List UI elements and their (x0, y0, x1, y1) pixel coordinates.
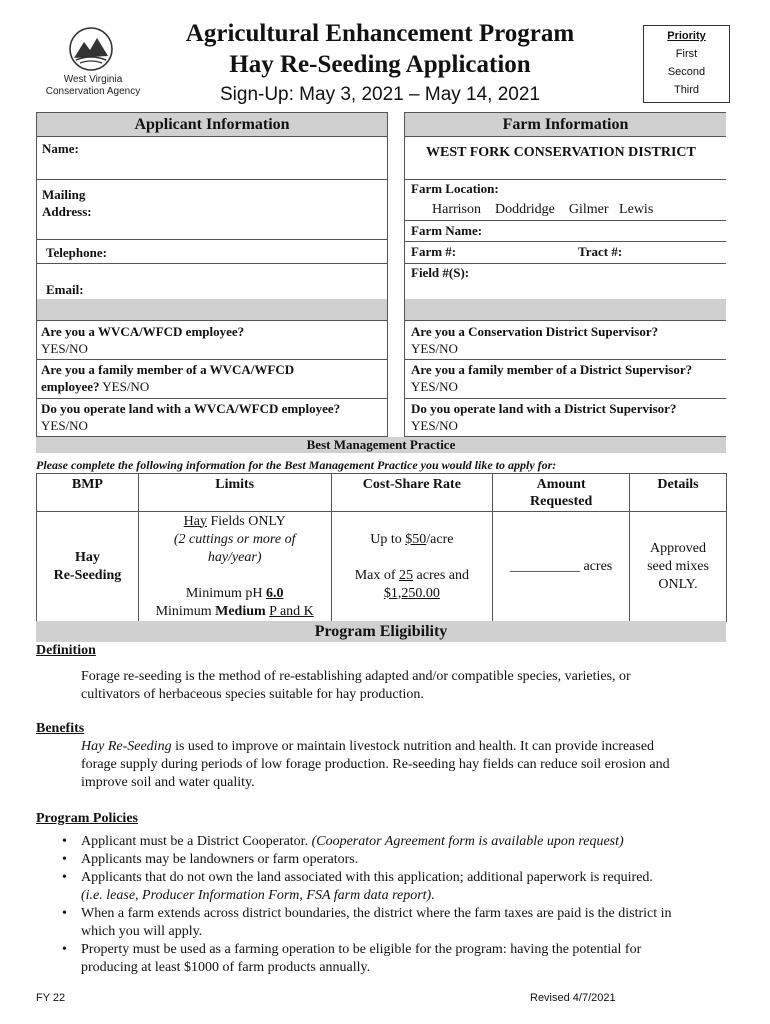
farm-panel (404, 112, 726, 437)
priority-box (643, 25, 730, 103)
application-title: Hay Re-Seeding Application (229, 51, 531, 78)
limit-cuttings-line2: hay/year) (207, 549, 262, 565)
agency-logo (38, 26, 148, 102)
details-line3: ONLY. (658, 576, 698, 592)
bmp-header-row (37, 474, 727, 512)
table-row (37, 512, 727, 622)
program-title: Agricultural Enhancement Program (185, 20, 575, 47)
bmp-table (36, 473, 727, 622)
name-label: Name: (42, 141, 79, 156)
details-line1: Approved (650, 540, 707, 556)
mailing-label: Mailing (42, 187, 86, 202)
policy-1: Applicant must be a District Cooperator. (81, 834, 312, 849)
bmp-instructions: Please complete the following information for the Best Management Practice you would like to apply for: (36, 458, 557, 472)
policy-5-line2: producing at least $1000 of farm products annually. (81, 960, 371, 975)
family-supervisor-answer[interactable]: YES/NO (411, 379, 458, 394)
bmp-name-cell (37, 512, 139, 622)
limit-ph-value: 6.0 (265, 585, 284, 601)
mountain-seal-icon (68, 26, 114, 72)
max-dollars: $1,250.00 (383, 585, 440, 601)
agency-name-line1: West Virginia (63, 74, 123, 85)
tract-number-label: Tract #: (578, 244, 623, 259)
policies-list (62, 833, 732, 977)
priority-heading: Priority (667, 30, 706, 42)
county-harrison[interactable]: Harrison (432, 202, 481, 217)
farm-heading: Farm Information (405, 113, 726, 137)
details-column-header: Details (630, 474, 727, 512)
farm-number-label: Farm #: (411, 244, 457, 259)
list-item (62, 833, 732, 851)
policy-3-note: (i.e. lease, Producer Information Form, FSA farm data report). (81, 888, 435, 903)
employee-answer[interactable]: YES/NO (41, 341, 88, 356)
operate-supervisor-answer[interactable]: YES/NO (411, 418, 458, 433)
telephone-label: Telephone: (46, 245, 107, 260)
amount-header-line1: Amount (536, 477, 586, 492)
rate-line (336, 531, 489, 549)
limit-ph (143, 585, 327, 603)
limit-hay: Hay (183, 513, 207, 529)
bmp-name-line1: Hay (74, 549, 100, 565)
signup-dates: Sign-Up: May 3, 2021 – May 14, 2021 (219, 84, 541, 105)
revision-date: Revised 4/7/2021 (530, 992, 616, 1004)
rate-prefix: Up to (370, 531, 406, 547)
definition-line2: cultivators of herbaceous species suitable for hay production. (81, 687, 424, 702)
benefits-line2: forage supply during periods of low forage production. Re-seeding hay fields can reduce soil erosion and (81, 757, 670, 772)
county-gilmer[interactable]: Gilmer (568, 202, 609, 217)
family-employee-question-end: employee? (41, 379, 100, 394)
policy-4-line2: which you will apply. (81, 924, 203, 939)
benefits-title: Benefits (36, 721, 85, 736)
fiscal-year: FY 22 (36, 992, 66, 1004)
benefits-bmp-name: Hay Re-Seeding (81, 739, 172, 754)
list-item (62, 905, 732, 941)
limit-hay-fields (143, 513, 327, 531)
limit-fields: Fields ONLY (206, 513, 286, 529)
max-line (336, 567, 489, 585)
list-item (62, 941, 732, 977)
cost-share-column-header: Cost-Share Rate (331, 474, 493, 512)
operate-supervisor-question: Do you operate land with a District Supervisor? (411, 401, 677, 416)
county-options (432, 201, 653, 219)
priority-third[interactable]: Third (673, 84, 700, 96)
county-doddridge[interactable]: Doddridge (495, 202, 555, 217)
family-employee-line2 (41, 378, 149, 396)
amount-requested-field[interactable]: __________ acres (493, 512, 630, 622)
supervisor-question: Are you a Conservation District Supervisor? (411, 324, 659, 339)
operate-land-question: Do you operate land with a WVCA/WFCD employee? (41, 401, 341, 416)
district-name: WEST FORK CONSERVATION DISTRICT (426, 145, 696, 160)
family-employee-answer[interactable]: YES/NO (102, 379, 150, 394)
policy-1-note: (Cooperator Agreement form is available upon request) (311, 834, 624, 849)
limit-pk: P and K (269, 603, 314, 619)
farm-location-label: Farm Location: (411, 181, 499, 196)
priority-second[interactable]: Second (667, 66, 706, 78)
applicant-heading: Applicant Information (37, 113, 387, 137)
limit-cuttings-line1: (2 cuttings or more of (173, 531, 296, 547)
cost-share-cell (331, 512, 493, 622)
policy-4-line1: When a farm extends across district boundaries, the district where the farm taxes are paid is the district in (81, 906, 672, 921)
field-number-label: Field #(S): (411, 265, 470, 280)
policies-title: Program Policies (36, 811, 138, 826)
definition-title: Definition (36, 643, 96, 658)
bmp-name-line2: Re-Seeding (53, 567, 122, 583)
bmp-bar: Best Management Practice (36, 437, 726, 453)
employee-question: Are you a WVCA/WFCD employee? (41, 324, 245, 339)
max-prefix: Max of (354, 567, 400, 583)
benefits-line1 (81, 738, 731, 756)
agency-name-line2: Conservation Agency (45, 86, 141, 97)
county-lewis[interactable]: Lewis (619, 202, 654, 217)
farm-name-label: Farm Name: (411, 223, 483, 238)
family-supervisor-question: Are you a family member of a District Supervisor? (411, 362, 693, 377)
benefits-line1-text: is used to improve or maintain livestock nutrition and health. It can provide increased (171, 739, 655, 754)
priority-first[interactable]: First (675, 48, 698, 60)
email-label: Email: (46, 282, 84, 297)
rate-value: $50 (405, 531, 427, 547)
eligibility-bar: Program Eligibility (36, 621, 726, 642)
limit-ph-prefix: Minimum pH (185, 585, 266, 601)
limit-min: Minimum (155, 603, 216, 619)
definition-line1: Forage re-seeding is the method of re-establishing adapted and/or compatible species, varieties, or (81, 669, 631, 684)
applicant-panel (36, 112, 388, 437)
max-suffix: acres and (413, 567, 469, 583)
amount-column-header (493, 474, 630, 512)
limit-nutrients (143, 603, 327, 621)
policy-2: Applicants may be landowners or farm operators. (81, 852, 359, 867)
limits-cell (138, 512, 331, 622)
address-label: Address: (42, 204, 92, 219)
list-item (62, 851, 732, 869)
details-cell (630, 512, 727, 622)
benefits-line3: improve soil and water quality. (81, 775, 255, 790)
rate-suffix: /acre (426, 531, 454, 547)
max-acres: 25 (399, 567, 414, 583)
family-employee-question: Are you a family member of a WVCA/WFCD (41, 362, 295, 377)
amount-header-line2: Requested (530, 494, 593, 509)
policy-3: Applicants that do not own the land associated with this application; additional paperwork is required. (81, 870, 653, 885)
policy-5-line1: Property must be used as a farming operation to be eligible for the program: having the potential for (81, 942, 642, 957)
limits-column-header: Limits (138, 474, 331, 512)
bmp-column-header: BMP (37, 474, 139, 512)
details-line2: seed mixes (647, 558, 709, 574)
supervisor-answer[interactable]: YES/NO (411, 341, 458, 356)
operate-land-answer[interactable]: YES/NO (41, 418, 88, 433)
limit-medium: Medium (215, 603, 266, 619)
list-item (62, 869, 732, 905)
